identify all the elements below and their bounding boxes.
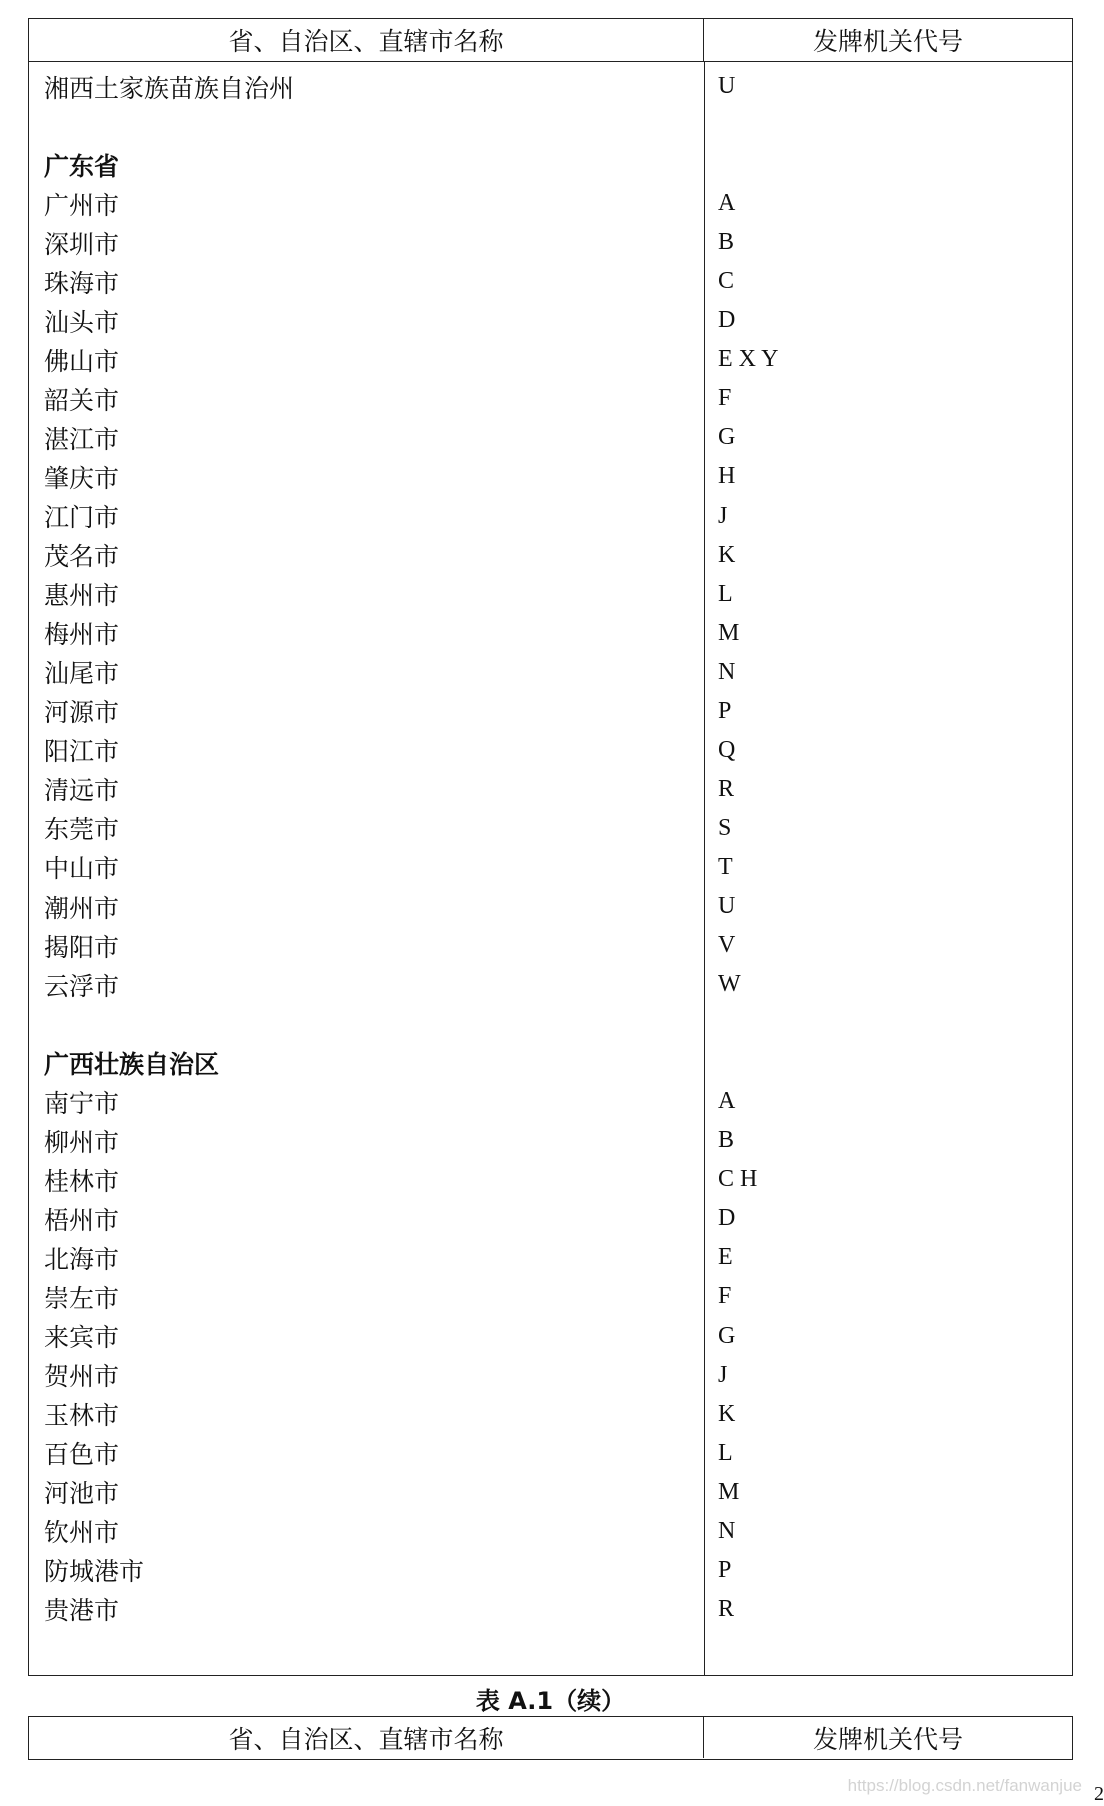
authority-code: P bbox=[718, 697, 732, 724]
city-name: 柳州市 bbox=[44, 1127, 120, 1157]
city-name: 云浮市 bbox=[44, 971, 120, 1001]
table-row bbox=[29, 379, 1072, 418]
city-name: 百色市 bbox=[44, 1440, 120, 1470]
city-name: 韶关市 bbox=[44, 385, 120, 415]
authority-code: A bbox=[718, 190, 736, 217]
continued-table-header bbox=[29, 1717, 1072, 1758]
authority-code: U bbox=[718, 73, 736, 100]
table-row bbox=[29, 809, 1072, 848]
authority-code: P bbox=[718, 1556, 732, 1583]
continued-header-code-column: 发牌机关代号 bbox=[812, 1724, 963, 1754]
table-row bbox=[29, 848, 1072, 887]
table-body bbox=[29, 62, 1072, 1676]
authority-code: E bbox=[718, 1244, 733, 1271]
city-name: 河源市 bbox=[44, 698, 120, 728]
authority-code: N bbox=[718, 658, 736, 685]
authority-code: D bbox=[718, 307, 736, 334]
table-rows bbox=[29, 67, 1072, 1629]
city-name: 清远市 bbox=[44, 776, 120, 806]
authority-code: L bbox=[718, 1439, 733, 1466]
authority-code: L bbox=[718, 580, 733, 607]
city-name: 茂名市 bbox=[44, 542, 120, 572]
province-row bbox=[29, 1043, 1072, 1082]
city-name: 惠州市 bbox=[44, 581, 120, 611]
header-name-column: 省、自治区、直辖市名称 bbox=[29, 19, 704, 61]
city-name: 湛江市 bbox=[44, 424, 120, 454]
authority-code: K bbox=[718, 1400, 736, 1427]
city-name: 肇庆市 bbox=[44, 463, 120, 493]
table-row bbox=[29, 301, 1072, 340]
table-row bbox=[29, 653, 1072, 692]
province-row bbox=[29, 145, 1072, 184]
city-name: 揭阳市 bbox=[44, 932, 120, 962]
city-name: 深圳市 bbox=[44, 229, 120, 259]
table-row bbox=[29, 457, 1072, 496]
city-name: 湘西土家族苗族自治州 bbox=[44, 73, 295, 103]
city-name: 汕头市 bbox=[44, 307, 120, 337]
authority-code: M bbox=[718, 1478, 740, 1505]
table-row bbox=[29, 770, 1072, 809]
city-name: 广州市 bbox=[44, 190, 120, 220]
authority-code: E X Y bbox=[718, 346, 779, 373]
city-name: 江门市 bbox=[44, 503, 120, 533]
table-row bbox=[29, 1277, 1072, 1316]
table-row bbox=[29, 1512, 1072, 1551]
table-row bbox=[29, 1551, 1072, 1590]
city-name: 贵港市 bbox=[44, 1596, 120, 1626]
table-row bbox=[29, 1473, 1072, 1512]
continued-header-name-column: 省、自治区、直辖市名称 bbox=[29, 1717, 704, 1758]
header-code-column: 发牌机关代号 bbox=[812, 27, 963, 56]
authority-code: R bbox=[718, 775, 735, 802]
city-name: 玉林市 bbox=[44, 1401, 120, 1431]
city-name: 崇左市 bbox=[44, 1283, 120, 1313]
authority-code: F bbox=[718, 1283, 732, 1310]
table-row bbox=[29, 614, 1072, 653]
spacer-row bbox=[29, 1004, 1072, 1043]
authority-code: Q bbox=[718, 736, 736, 763]
table-row bbox=[29, 575, 1072, 614]
table-row bbox=[29, 1238, 1072, 1277]
table-row bbox=[29, 1160, 1072, 1199]
table-row bbox=[29, 731, 1072, 770]
city-name: 河池市 bbox=[44, 1479, 120, 1509]
plate-code-table bbox=[28, 18, 1073, 1676]
table-row bbox=[29, 418, 1072, 457]
authority-code: J bbox=[718, 1361, 728, 1388]
table-row bbox=[29, 340, 1072, 379]
table-row bbox=[29, 1317, 1072, 1356]
city-name: 北海市 bbox=[44, 1244, 120, 1274]
table-row bbox=[29, 1590, 1072, 1629]
continued-table bbox=[28, 1716, 1073, 1760]
watermark: https://blog.csdn.net/fanwanjue bbox=[847, 1776, 1082, 1795]
table-row bbox=[29, 692, 1072, 731]
authority-code: D bbox=[718, 1205, 736, 1232]
page-number: 2 bbox=[1094, 1783, 1104, 1805]
authority-code: W bbox=[718, 971, 741, 998]
authority-code: J bbox=[718, 502, 728, 529]
spacer-row bbox=[29, 106, 1072, 145]
city-name: 汕尾市 bbox=[44, 659, 120, 689]
city-name: 梧州市 bbox=[44, 1205, 120, 1235]
table-row bbox=[29, 262, 1072, 301]
authority-code: B bbox=[718, 229, 735, 256]
city-name: 贺州市 bbox=[44, 1362, 120, 1392]
authority-code: B bbox=[718, 1127, 735, 1154]
table-row bbox=[29, 965, 1072, 1004]
city-name: 佛山市 bbox=[44, 346, 120, 376]
authority-code: K bbox=[718, 541, 736, 568]
table-row bbox=[29, 1082, 1072, 1121]
city-name: 阳江市 bbox=[44, 737, 120, 767]
table-row bbox=[29, 1121, 1072, 1160]
table-row bbox=[29, 887, 1072, 926]
authority-code: H bbox=[718, 463, 736, 490]
table-row bbox=[29, 1356, 1072, 1395]
authority-code: M bbox=[718, 619, 740, 646]
table-row bbox=[29, 1395, 1072, 1434]
table-caption: 表 A.1（续） bbox=[475, 1687, 626, 1715]
city-name: 中山市 bbox=[44, 854, 120, 884]
city-name: 钦州市 bbox=[44, 1518, 120, 1548]
authority-code: N bbox=[718, 1517, 736, 1544]
city-name: 来宾市 bbox=[44, 1323, 120, 1353]
city-name: 珠海市 bbox=[44, 268, 120, 298]
authority-code: U bbox=[718, 893, 736, 919]
authority-code: G bbox=[718, 424, 736, 451]
table-row bbox=[29, 1434, 1072, 1473]
city-name: 防城港市 bbox=[44, 1557, 145, 1587]
authority-code: R bbox=[718, 1595, 735, 1622]
table-header bbox=[29, 19, 1072, 62]
authority-code: C H bbox=[718, 1166, 758, 1193]
city-name: 南宁市 bbox=[44, 1088, 120, 1118]
authority-code: G bbox=[718, 1322, 736, 1349]
authority-code: F bbox=[718, 385, 732, 412]
city-name: 潮州市 bbox=[44, 893, 120, 923]
city-name: 梅州市 bbox=[44, 620, 120, 650]
city-name: 桂林市 bbox=[44, 1166, 120, 1196]
table-row bbox=[29, 536, 1072, 575]
authority-code: C bbox=[718, 268, 735, 295]
table-row bbox=[29, 1199, 1072, 1238]
authority-code: A bbox=[718, 1088, 736, 1115]
city-name: 东莞市 bbox=[44, 815, 120, 845]
province-name: 广东省 bbox=[44, 151, 120, 181]
authority-code: V bbox=[718, 932, 736, 959]
authority-code: S bbox=[718, 814, 732, 841]
table-row bbox=[29, 67, 1072, 106]
table-row bbox=[29, 926, 1072, 965]
authority-code: T bbox=[718, 853, 733, 880]
province-name: 广西壮族自治区 bbox=[44, 1049, 220, 1079]
table-row bbox=[29, 184, 1072, 223]
table-row bbox=[29, 497, 1072, 536]
table-row bbox=[29, 223, 1072, 262]
